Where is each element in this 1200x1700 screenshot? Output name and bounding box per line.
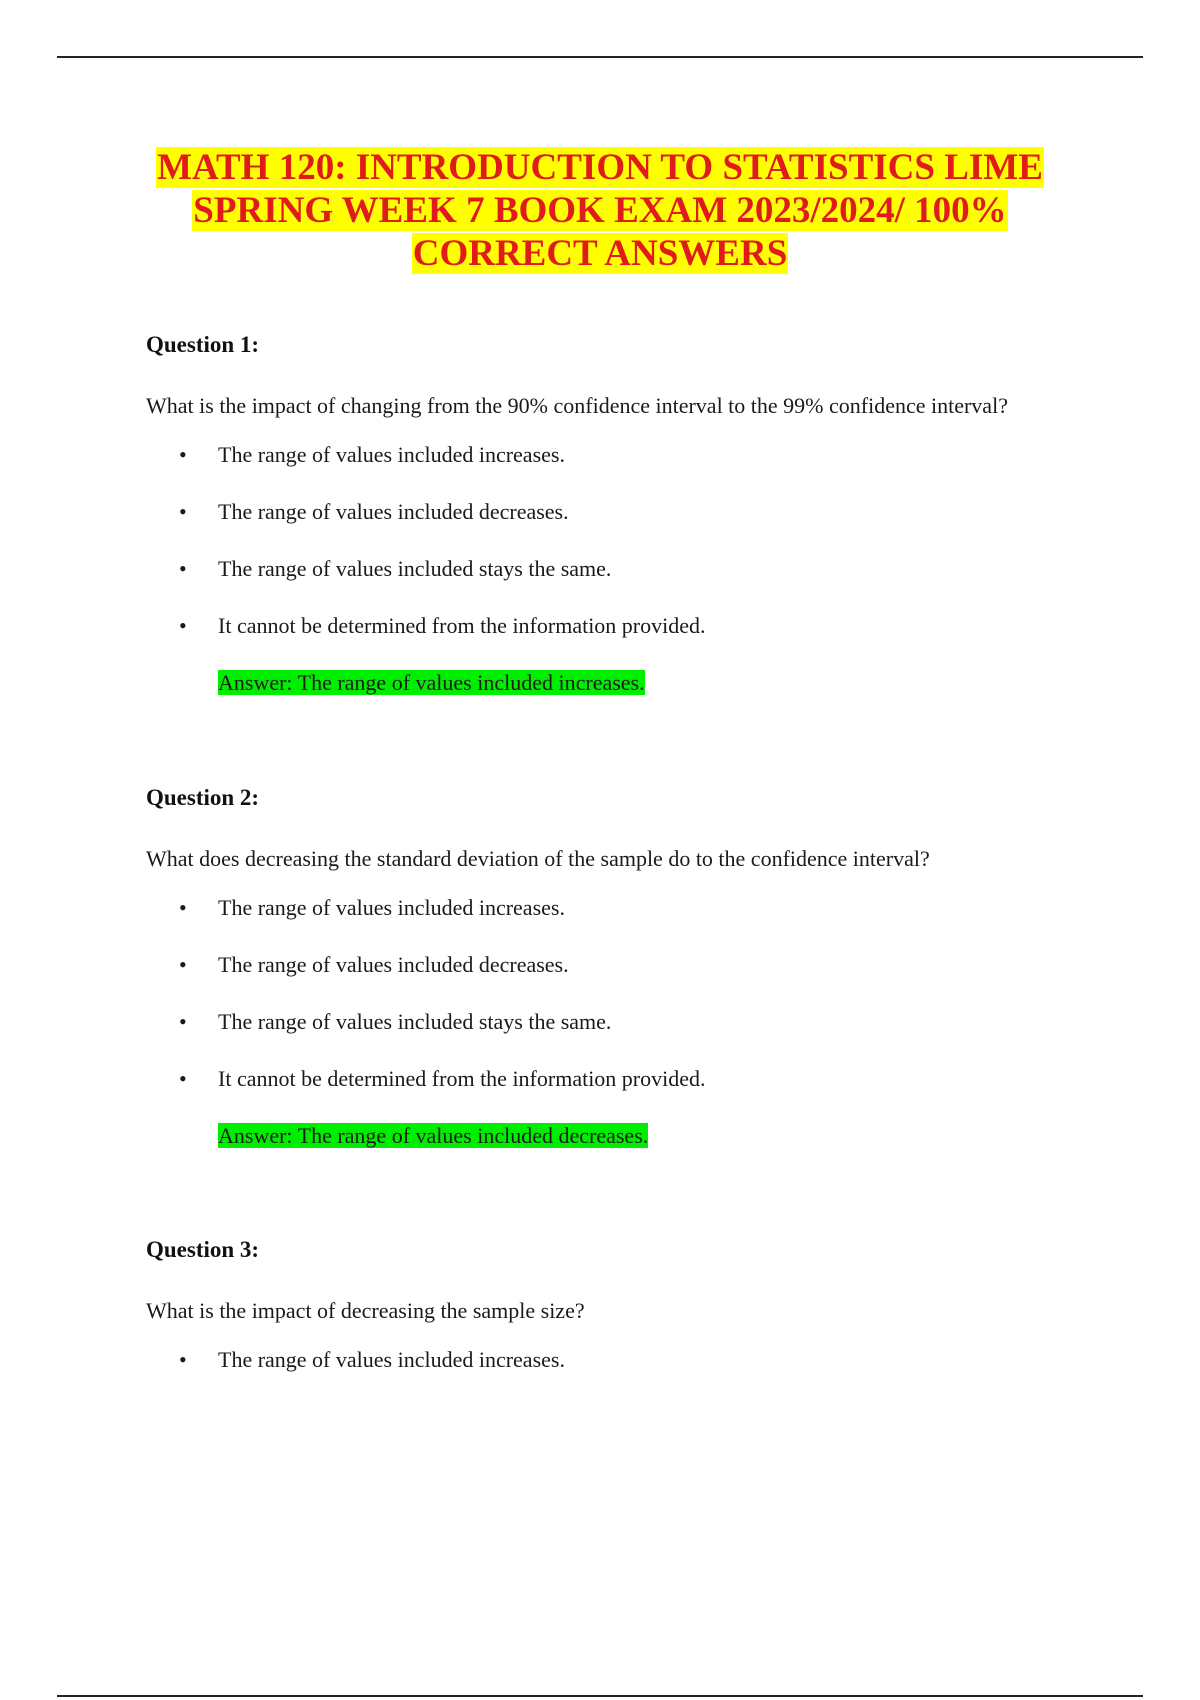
option-item: [146, 1064, 1046, 1094]
option-text: The range of values included increases.: [218, 895, 565, 920]
answer-highlight: Answer: The range of values included decreases.: [218, 1123, 649, 1148]
bullet-icon: •: [179, 895, 187, 920]
option-text: The range of values included increases.: [218, 442, 565, 467]
option-item: [146, 950, 1046, 980]
question-text: What is the impact of decreasing the sample size?: [146, 1298, 585, 1323]
option-list: [146, 440, 1046, 641]
option-item: [146, 893, 1046, 923]
question-heading: Question 3:: [146, 1237, 260, 1262]
title-line-1: MATH 120: INTRODUCTION TO STATISTICS LIME: [157, 147, 1043, 188]
question-text: What does decreasing the standard deviation of the sample do to the confidence interval?: [146, 846, 930, 871]
option-list: [146, 893, 1046, 1094]
option-list: [146, 1345, 1046, 1375]
bullet-icon: •: [179, 613, 187, 638]
option-item: [146, 611, 1046, 641]
bullet-icon: •: [179, 556, 187, 581]
questions-section: [146, 330, 1046, 1402]
option-item: [146, 1007, 1046, 1037]
question-2: [146, 783, 1046, 1151]
document-title: [100, 146, 1100, 275]
bullet-icon: •: [179, 499, 187, 524]
question-heading: Question 1:: [146, 332, 260, 357]
bullet-icon: •: [179, 1009, 187, 1034]
answer-highlight: Answer: The range of values included increases.: [218, 670, 645, 695]
bullet-icon: •: [179, 952, 187, 977]
question-3: [146, 1235, 1046, 1375]
option-item: [146, 1345, 1046, 1375]
option-text: It cannot be determined from the information provided.: [218, 1066, 706, 1091]
answer-line: [218, 668, 1046, 698]
option-text: The range of values included stays the same.: [218, 556, 612, 581]
option-item: [146, 554, 1046, 584]
bullet-icon: •: [179, 1066, 187, 1091]
option-item: [146, 497, 1046, 527]
title-line-3: CORRECT ANSWERS: [412, 233, 788, 274]
question-heading: Question 2:: [146, 785, 260, 810]
option-item: [146, 440, 1046, 470]
option-text: The range of values included increases.: [218, 1347, 565, 1372]
option-text: The range of values included decreases.: [218, 499, 569, 524]
option-text: The range of values included decreases.: [218, 952, 569, 977]
top-rule: [57, 56, 1143, 58]
answer-line: [218, 1121, 1046, 1151]
bullet-icon: •: [179, 442, 187, 467]
question-1: [146, 330, 1046, 698]
bullet-icon: •: [179, 1347, 187, 1372]
bottom-rule: [57, 1695, 1143, 1697]
title-line-2: SPRING WEEK 7 BOOK EXAM 2023/2024/ 100%: [193, 190, 1007, 231]
option-text: The range of values included stays the same.: [218, 1009, 612, 1034]
option-text: It cannot be determined from the information provided.: [218, 613, 706, 638]
question-text: What is the impact of changing from the 90% confidence interval to the 99% confidence interval?: [146, 393, 1008, 418]
